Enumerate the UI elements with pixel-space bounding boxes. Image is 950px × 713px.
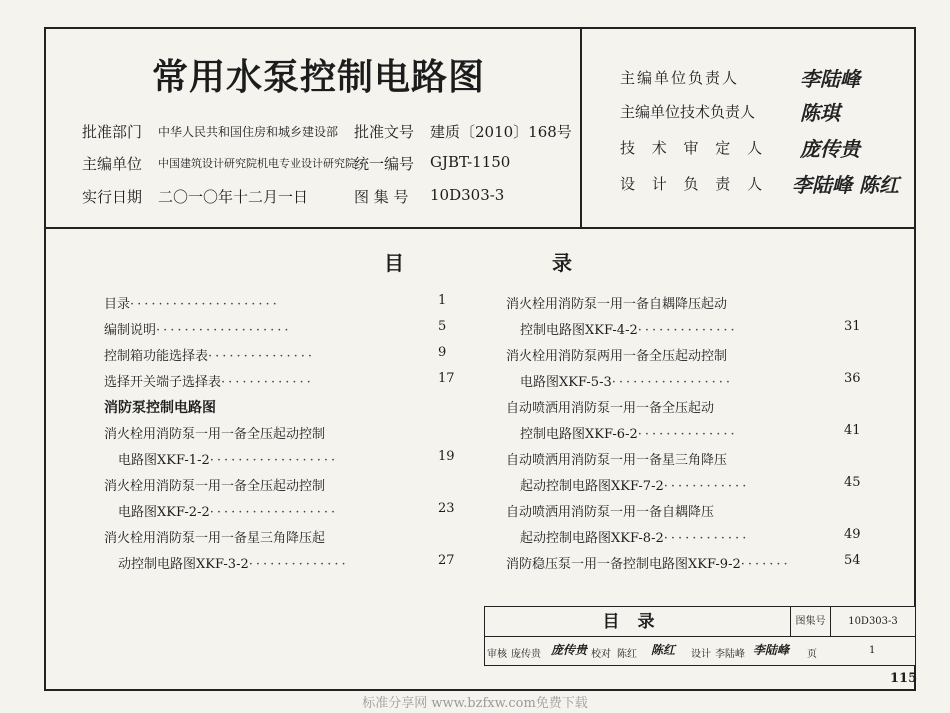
toc-left-entry-leader: ··············· (208, 349, 316, 364)
toc-left-entry[interactable] (104, 319, 447, 338)
toc-right-entry-page: 49 (844, 527, 861, 542)
toc-left-entry-page: 1 (438, 293, 447, 308)
atlas-number-label: 图 集 号 (354, 188, 409, 206)
toc-right-entry-page: 54 (844, 553, 861, 568)
toc-right-entry-title: 起动控制电路图XKF-7-2 (520, 479, 664, 494)
toc-right-entry[interactable] (520, 423, 861, 442)
toc-left-entry[interactable] (104, 345, 447, 364)
toc-right-entry-leader: ······· (740, 557, 791, 572)
toc-left-entry-leader: ·················· (209, 505, 339, 520)
watermark: 标准分享网 www.bzfxw.com免费下载 (362, 696, 588, 711)
review-label: 审核 (487, 649, 507, 660)
toc-left-entry[interactable] (104, 475, 325, 494)
atlas-number-value: 10D303-3 (430, 186, 505, 204)
toc-right-entry-title: 自动喷洒用消防泵一用一备全压起动 (506, 401, 715, 416)
approval-dept-label: 批准部门 (82, 123, 143, 141)
toc-right-entry-leader: ············ (663, 479, 750, 494)
design-label: 设计 (691, 649, 711, 660)
toc-left-entry[interactable] (104, 527, 325, 546)
toc-right-entry-leader: ·············· (637, 323, 738, 338)
toc-left-entry-title: 消火栓用消防泵一用一备全压起动控制 (104, 427, 326, 442)
toc-left-entry[interactable] (118, 501, 455, 520)
toc-right-entry-title: 消火栓用消防泵两用一备全压起动控制 (506, 349, 728, 364)
header-info-panel (46, 29, 582, 229)
toc-left-entry[interactable] (104, 397, 216, 417)
toc-right-entry[interactable] (520, 527, 861, 546)
title-block (484, 606, 916, 666)
toc-left-entry-leader: ·············· (248, 557, 349, 572)
toc-right-entry[interactable] (506, 397, 714, 416)
toc-left-entry-page: 19 (438, 449, 455, 464)
toc-left-entry-title: 编制说明 (104, 323, 157, 338)
toc-right-entry-page: 41 (844, 423, 861, 438)
toc-right-entry[interactable] (506, 293, 727, 312)
toc-right-entry-leader: ················· (611, 375, 733, 390)
unified-number-value: GJBT-1150 (430, 153, 511, 171)
toc-right-entry-title: 自动喷洒用消防泵一用一备自耦降压 (506, 505, 715, 520)
title-block-title: 目录 (485, 607, 791, 637)
toc-left-entry[interactable] (118, 449, 455, 468)
check-signature: 陈红 (651, 643, 676, 657)
toc-left-entry-title: 选择开关端子选择表 (104, 375, 222, 390)
toc-left-entry-title: 控制箱功能选择表 (104, 349, 209, 364)
toc-right-entry[interactable] (520, 319, 861, 338)
toc-left-entry[interactable] (104, 293, 447, 312)
design-name: 李陆峰 (715, 649, 745, 660)
tech-reviewer-signature: 庞传贵 (800, 137, 860, 161)
toc-left-entry-leader: ····················· (130, 297, 280, 312)
toc-right-entry-title: 起动控制电路图XKF-8-2 (520, 531, 664, 546)
toc-right-entry-title: 电路图XKF-5-3 (520, 375, 612, 390)
toc-left-entry-page: 9 (438, 345, 447, 360)
toc-right-entry-page: 45 (844, 475, 861, 490)
toc-right-entry-title: 消防稳压泵一用一备控制电路图XKF-9-2 (506, 557, 741, 572)
toc-right-entry[interactable] (506, 553, 861, 572)
effective-date-value: 二〇一〇年十二月一日 (158, 188, 309, 206)
chief-tech-head-signature: 陈琪 (800, 101, 840, 125)
toc-right-entry[interactable] (506, 501, 714, 520)
chief-unit-head-signature: 李陆峰 (800, 67, 860, 91)
toc-right-entry-title: 自动喷洒用消防泵一用一备星三角降压 (506, 453, 728, 468)
toc-left-entry[interactable] (104, 371, 455, 390)
toc-left-entry-page: 27 (438, 553, 455, 568)
approval-doc-label: 批准文号 (354, 123, 415, 141)
toc-left-entry-title: 电路图XKF-2-2 (118, 505, 210, 520)
page-label: 页 (807, 649, 817, 660)
toc-left-entry-leader: ············· (221, 375, 314, 390)
review-name: 庞传贵 (511, 649, 541, 660)
design-head-label: 设 计 负 责 人 (620, 175, 769, 193)
toc-right-entry[interactable] (520, 475, 861, 494)
atlas-label-cell: 图集号 (791, 607, 831, 637)
toc-left-entry-page: 5 (438, 319, 447, 334)
toc-right-entry-leader: ············ (663, 531, 750, 546)
atlas-value-cell: 10D303-3 (831, 607, 915, 637)
chief-tech-head-label: 主编单位技术负责人 (620, 103, 756, 121)
toc-right-entry-title: 控制电路图XKF-4-2 (520, 323, 638, 338)
effective-date-label: 实行日期 (82, 188, 143, 206)
check-name: 陈红 (617, 649, 637, 660)
toc-right-entry-page: 31 (844, 319, 861, 334)
page-value: 1 (869, 645, 876, 656)
toc-left-entry-title: 目录 (104, 297, 131, 312)
approval-doc-value: 建质〔2010〕168号 (430, 123, 572, 141)
toc-right-entry-page: 36 (844, 371, 861, 386)
toc-right-entry[interactable] (520, 371, 861, 390)
toc-right-entry-title: 控制电路图XKF-6-2 (520, 427, 638, 442)
toc-heading-right: 录 (552, 251, 572, 275)
design-head-signature: 李陆峰 陈红 (792, 173, 899, 197)
toc-left-entry-title: 消火栓用消防泵一用一备星三角降压起 (104, 531, 326, 546)
toc-left-entry-title: 电路图XKF-1-2 (118, 453, 210, 468)
toc-left-entry-page: 17 (438, 371, 455, 386)
toc-heading-left: 目 (384, 251, 404, 275)
check-label: 校对 (591, 649, 611, 660)
toc-left-entry[interactable] (104, 423, 325, 442)
toc-left-entry-leader: ··················· (156, 323, 292, 338)
toc-left-entry-title: 动控制电路图XKF-3-2 (118, 557, 249, 572)
chief-unit-head-label: 主编单位负责人 (620, 69, 740, 87)
toc-left-entry[interactable] (118, 553, 455, 572)
toc-right-entry[interactable] (506, 449, 727, 468)
toc-left-entry-leader: ·················· (209, 453, 339, 468)
toc-right-entry[interactable] (506, 345, 727, 364)
drawing-frame (44, 27, 916, 691)
editor-unit-value: 中国建筑设计研究院机电专业设计研究院 (158, 157, 356, 170)
toc-right-entry-title: 消火栓用消防泵一用一备自耦降压起动 (506, 297, 728, 312)
responsibles-panel (582, 29, 914, 229)
page-title: 常用水泵控制电路图 (152, 57, 486, 98)
toc-left-entry-page: 23 (438, 501, 455, 516)
approval-dept-value: 中华人民共和国住房和城乡建设部 (158, 125, 339, 139)
review-signature: 庞传贵 (551, 643, 588, 657)
toc-left-entry-title: 消火栓用消防泵一用一备全压起动控制 (104, 479, 326, 494)
tech-reviewer-label: 技 术 审 定 人 (620, 139, 769, 157)
unified-number-label: 统一编号 (354, 155, 415, 173)
toc-left-entry-title: 消防泵控制电路图 (104, 400, 216, 416)
design-signature: 李陆峰 (753, 643, 790, 657)
title-block-signoff-row (485, 637, 915, 667)
sheet-page-number: 115 (890, 671, 918, 686)
toc-right-entry-leader: ·············· (637, 427, 738, 442)
editor-unit-label: 主编单位 (82, 155, 143, 173)
